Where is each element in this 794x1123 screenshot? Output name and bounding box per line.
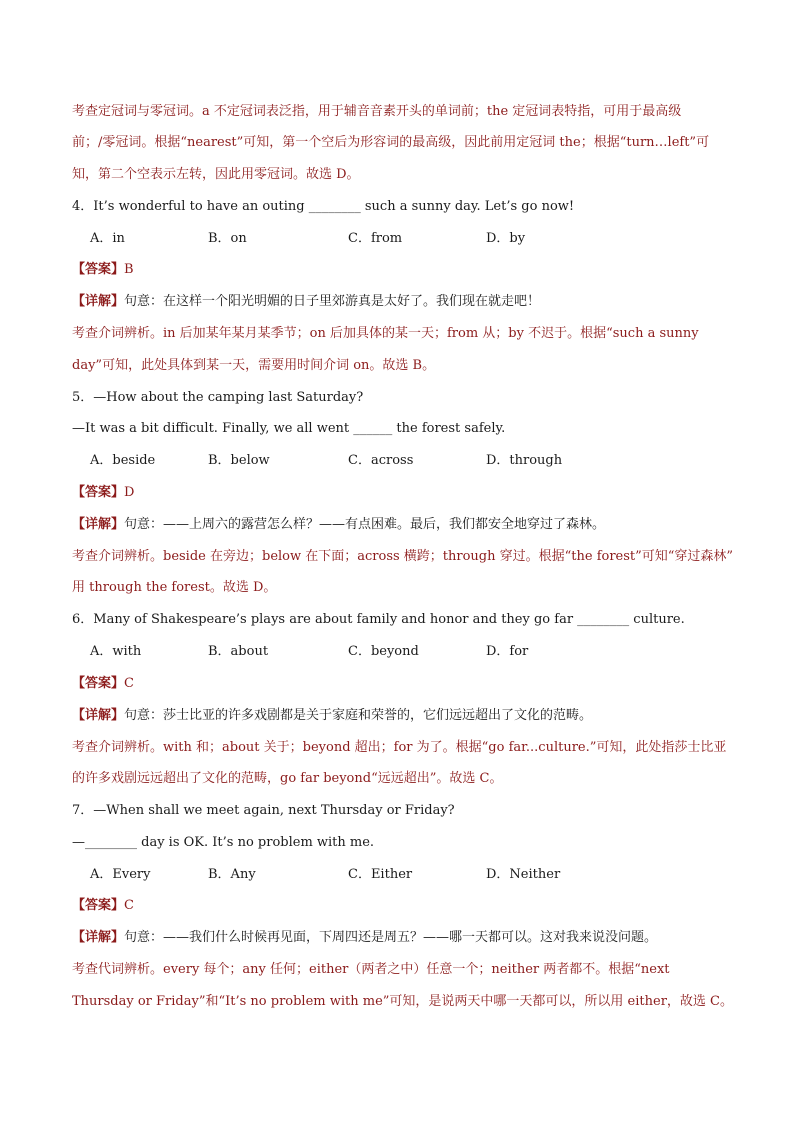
option-c: C．Either: [348, 867, 413, 882]
answer-tag: 【答案】: [72, 262, 125, 277]
answer-value: C: [124, 898, 134, 913]
option-d: D．Neither: [486, 867, 561, 882]
question-6-answer: [72, 675, 724, 693]
question-4-analysis-1: 考查介词辨析。in 后加某年某月某季节；on 后加具体的某一天；from 从；by 不迟于。根据“such a sunny: [72, 326, 699, 341]
question-6-detail: [72, 707, 724, 725]
detail-text: 句意：在这样一个阳光明媚的日子里郊游真是太好了。我们现在就走吧！: [124, 294, 541, 309]
question-5-detail: [72, 516, 724, 534]
detail-tag: 【详解】: [72, 930, 125, 945]
detail-tag: 【详解】: [72, 294, 125, 309]
question-7-answer: [72, 897, 724, 915]
option-b: B．Any: [208, 867, 256, 882]
question-7-analysis-1: 考查代词辨析。every 每个；any 任何；either（两者之中）任意一个；neither 两者都不。根据“next: [72, 962, 670, 977]
question-5-analysis-2: 用 through the forest。故选 D。: [72, 580, 277, 595]
answer-value: B: [124, 262, 134, 277]
option-d: D．for: [486, 644, 529, 659]
question-7-stem-1: 7．—When shall we meet again, next Thursday or Friday?: [72, 803, 455, 818]
option-a: A．with: [90, 644, 142, 659]
question-7-detail: [72, 929, 724, 947]
intro-line-3: 知，第二个空表示左转，因此用零冠词。故选 D。: [72, 167, 360, 182]
question-6-analysis-2: 的许多戏剧远远超出了文化的范畴，go far beyond“远远超出”。故选 C。: [72, 771, 503, 786]
answer-value: D: [124, 485, 135, 500]
answer-value: C: [124, 676, 134, 691]
option-c: C．from: [348, 231, 403, 246]
question-5-stem-2: —It was a bit difficult. Finally, we all went ______ the forest safely.: [72, 421, 506, 436]
question-5-analysis-1: 考查介词辨析。beside 在旁边；below 在下面；across 横跨；through 穿过。根据“the forest”可知“穿过森林”: [72, 549, 734, 564]
question-4-detail: [72, 293, 724, 311]
detail-text: 句意：——上周六的露营怎么样？——有点困难。最后，我们都安全地穿过了森林。: [124, 517, 606, 532]
question-4-answer: [72, 261, 724, 279]
detail-text: 句意：莎士比亚的许多戏剧都是关于家庭和荣誉的，它们远远超出了文化的范畴。: [124, 708, 593, 723]
question-4-stem: 4．It’s wonderful to have an outing ________ such a sunny day. Let’s go now!: [72, 199, 575, 214]
answer-tag: 【答案】: [72, 676, 125, 691]
option-b: B．below: [208, 453, 270, 468]
option-d: D．through: [486, 453, 563, 468]
option-c: C．beyond: [348, 644, 419, 659]
question-5-stem-1: 5．—How about the camping last Saturday?: [72, 390, 364, 405]
question-7-stem-2: —________ day is OK. It’s no problem with me.: [72, 835, 375, 850]
answer-tag: 【答案】: [72, 485, 125, 500]
option-d: D．by: [486, 231, 526, 246]
question-7-analysis-2: Thursday or Friday”和“It’s no problem with me”可知，是说两天中哪一天都可以，所以用 either，故选 C。: [72, 994, 733, 1009]
option-c: C．across: [348, 453, 414, 468]
option-b: B．about: [208, 644, 269, 659]
question-6-stem: 6．Many of Shakespeare’s plays are about family and honor and they go far ________ culture.: [72, 612, 685, 627]
detail-text: 句意：——我们什么时候再见面，下周四还是周五？——哪一天都可以。这对我来说没问题。: [124, 930, 658, 945]
question-6-analysis-1: 考查介词辨析。with 和；about 关于；beyond 超出；for 为了。根据“go far...culture.”可知，此处指莎士比亚: [72, 740, 727, 755]
question-4-analysis-2: day”可知，此处具体到某一天，需要用时间介词 on。故选 B。: [72, 358, 436, 373]
option-b: B．on: [208, 231, 247, 246]
intro-line-1: 考查定冠词与零冠词。a 不定冠词表泛指，用于辅音音素开头的单词前；the 定冠词表特指，可用于最高级: [72, 104, 682, 119]
option-a: A．Every: [90, 867, 151, 882]
option-a: A．beside: [90, 453, 156, 468]
question-5-answer: [72, 484, 724, 502]
answer-tag: 【答案】: [72, 898, 125, 913]
detail-tag: 【详解】: [72, 708, 125, 723]
intro-line-2: 前；/零冠词。根据“nearest”可知，第一个空后为形容词的最高级，因此前用定冠词 the；根据“turn…left”可: [72, 135, 710, 150]
option-a: A．in: [90, 231, 125, 246]
detail-tag: 【详解】: [72, 517, 125, 532]
